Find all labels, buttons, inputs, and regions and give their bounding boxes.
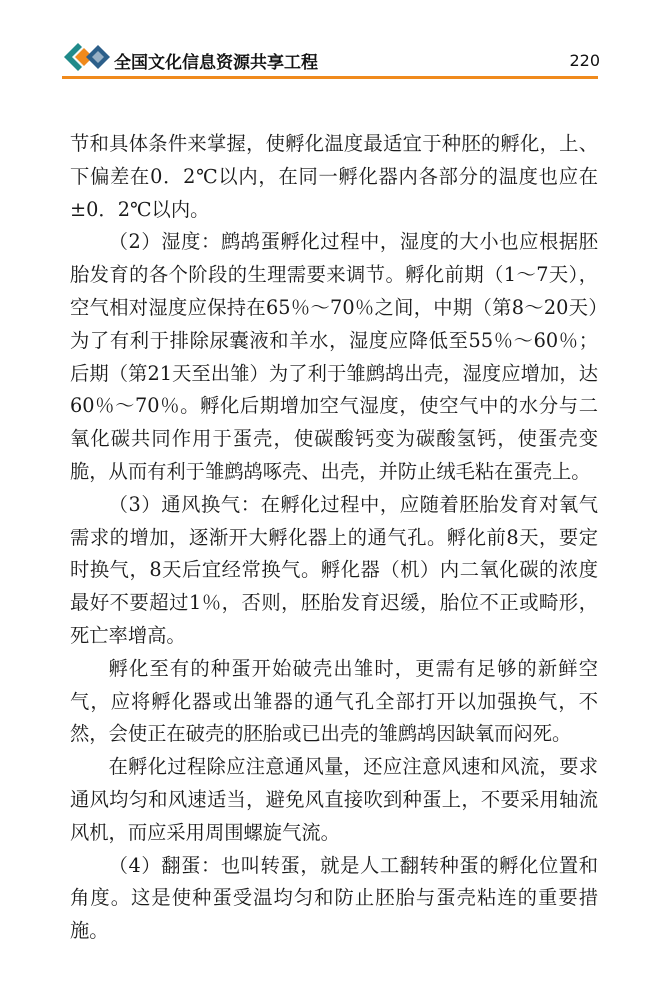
- header-rule: [62, 76, 598, 79]
- body-text: [70, 128, 598, 948]
- paragraph-continuation: 节和具体条件来掌握，使孵化温度最适宜于种胚的孵化，上、下偏差在0．2℃以内，在同一孵化器内各部分的温度也应在±0．2℃以内。: [70, 132, 598, 221]
- paragraph-hatching-air: 孵化至有的种蛋开始破壳出雏时，更需有足够的新鲜空气，应将孵化器或出雏器的通气孔全部打开以加强换气，不然，会使正在破壳的胚胎或已出壳的雏鹧鸪因缺氧而闷死。: [70, 656, 598, 746]
- page-number: 220: [569, 51, 600, 70]
- page-header: [0, 0, 646, 80]
- paragraph-ventilation: （3）通风换气：在孵化过程中，应随着胚胎发育对氧气需求的增加，逐渐开大孵化器上的通气孔。孵化前8天，要定时换气，8天后宜经常换气。孵化器（机）内二氧化碳的浓度最好不要超过1％，否则，胚胎发育迟缓，胎位不正或畸形，死亡率增高。: [70, 492, 598, 647]
- header-title: 全国文化信息资源共享工程: [114, 53, 318, 73]
- paragraph-egg-turning: （4）翻蛋：也叫转蛋，就是人工翻转种蛋的孵化位置和角度。这是使种蛋受温均匀和防止胚胎与蛋壳粘连的重要措施。: [70, 853, 598, 943]
- paragraph-humidity: （2）湿度：鹧鸪蛋孵化过程中，湿度的大小也应根据胚胎发育的各个阶段的生理需要来调节。孵化前期（1～7天），空气相对湿度应保持在65％～70％之间，中期（第8～20天）为了有利于排除尿囊液和羊水，湿度应降低至55％～60％；后期（第21天至出雏）为了利于雏鹧鸪出壳，湿度应增加，达60％～70％。孵化后期增加空气湿度，使空气中的水分与二氧化碳共同作用于蛋壳，使碳酸钙变为碳酸氢钙，使蛋壳变脆，从而有利于雏鹧鸪啄壳、出壳，并防止绒毛粘在蛋壳上。: [70, 230, 598, 483]
- diamond-logo-icon: [62, 40, 112, 74]
- paragraph-airflow: 在孵化过程除应注意通风量，还应注意风速和风流，要求通风均匀和风速适当，避免风直接吹到种蛋上，不要采用轴流风机，而应采用周围螺旋气流。: [70, 755, 598, 844]
